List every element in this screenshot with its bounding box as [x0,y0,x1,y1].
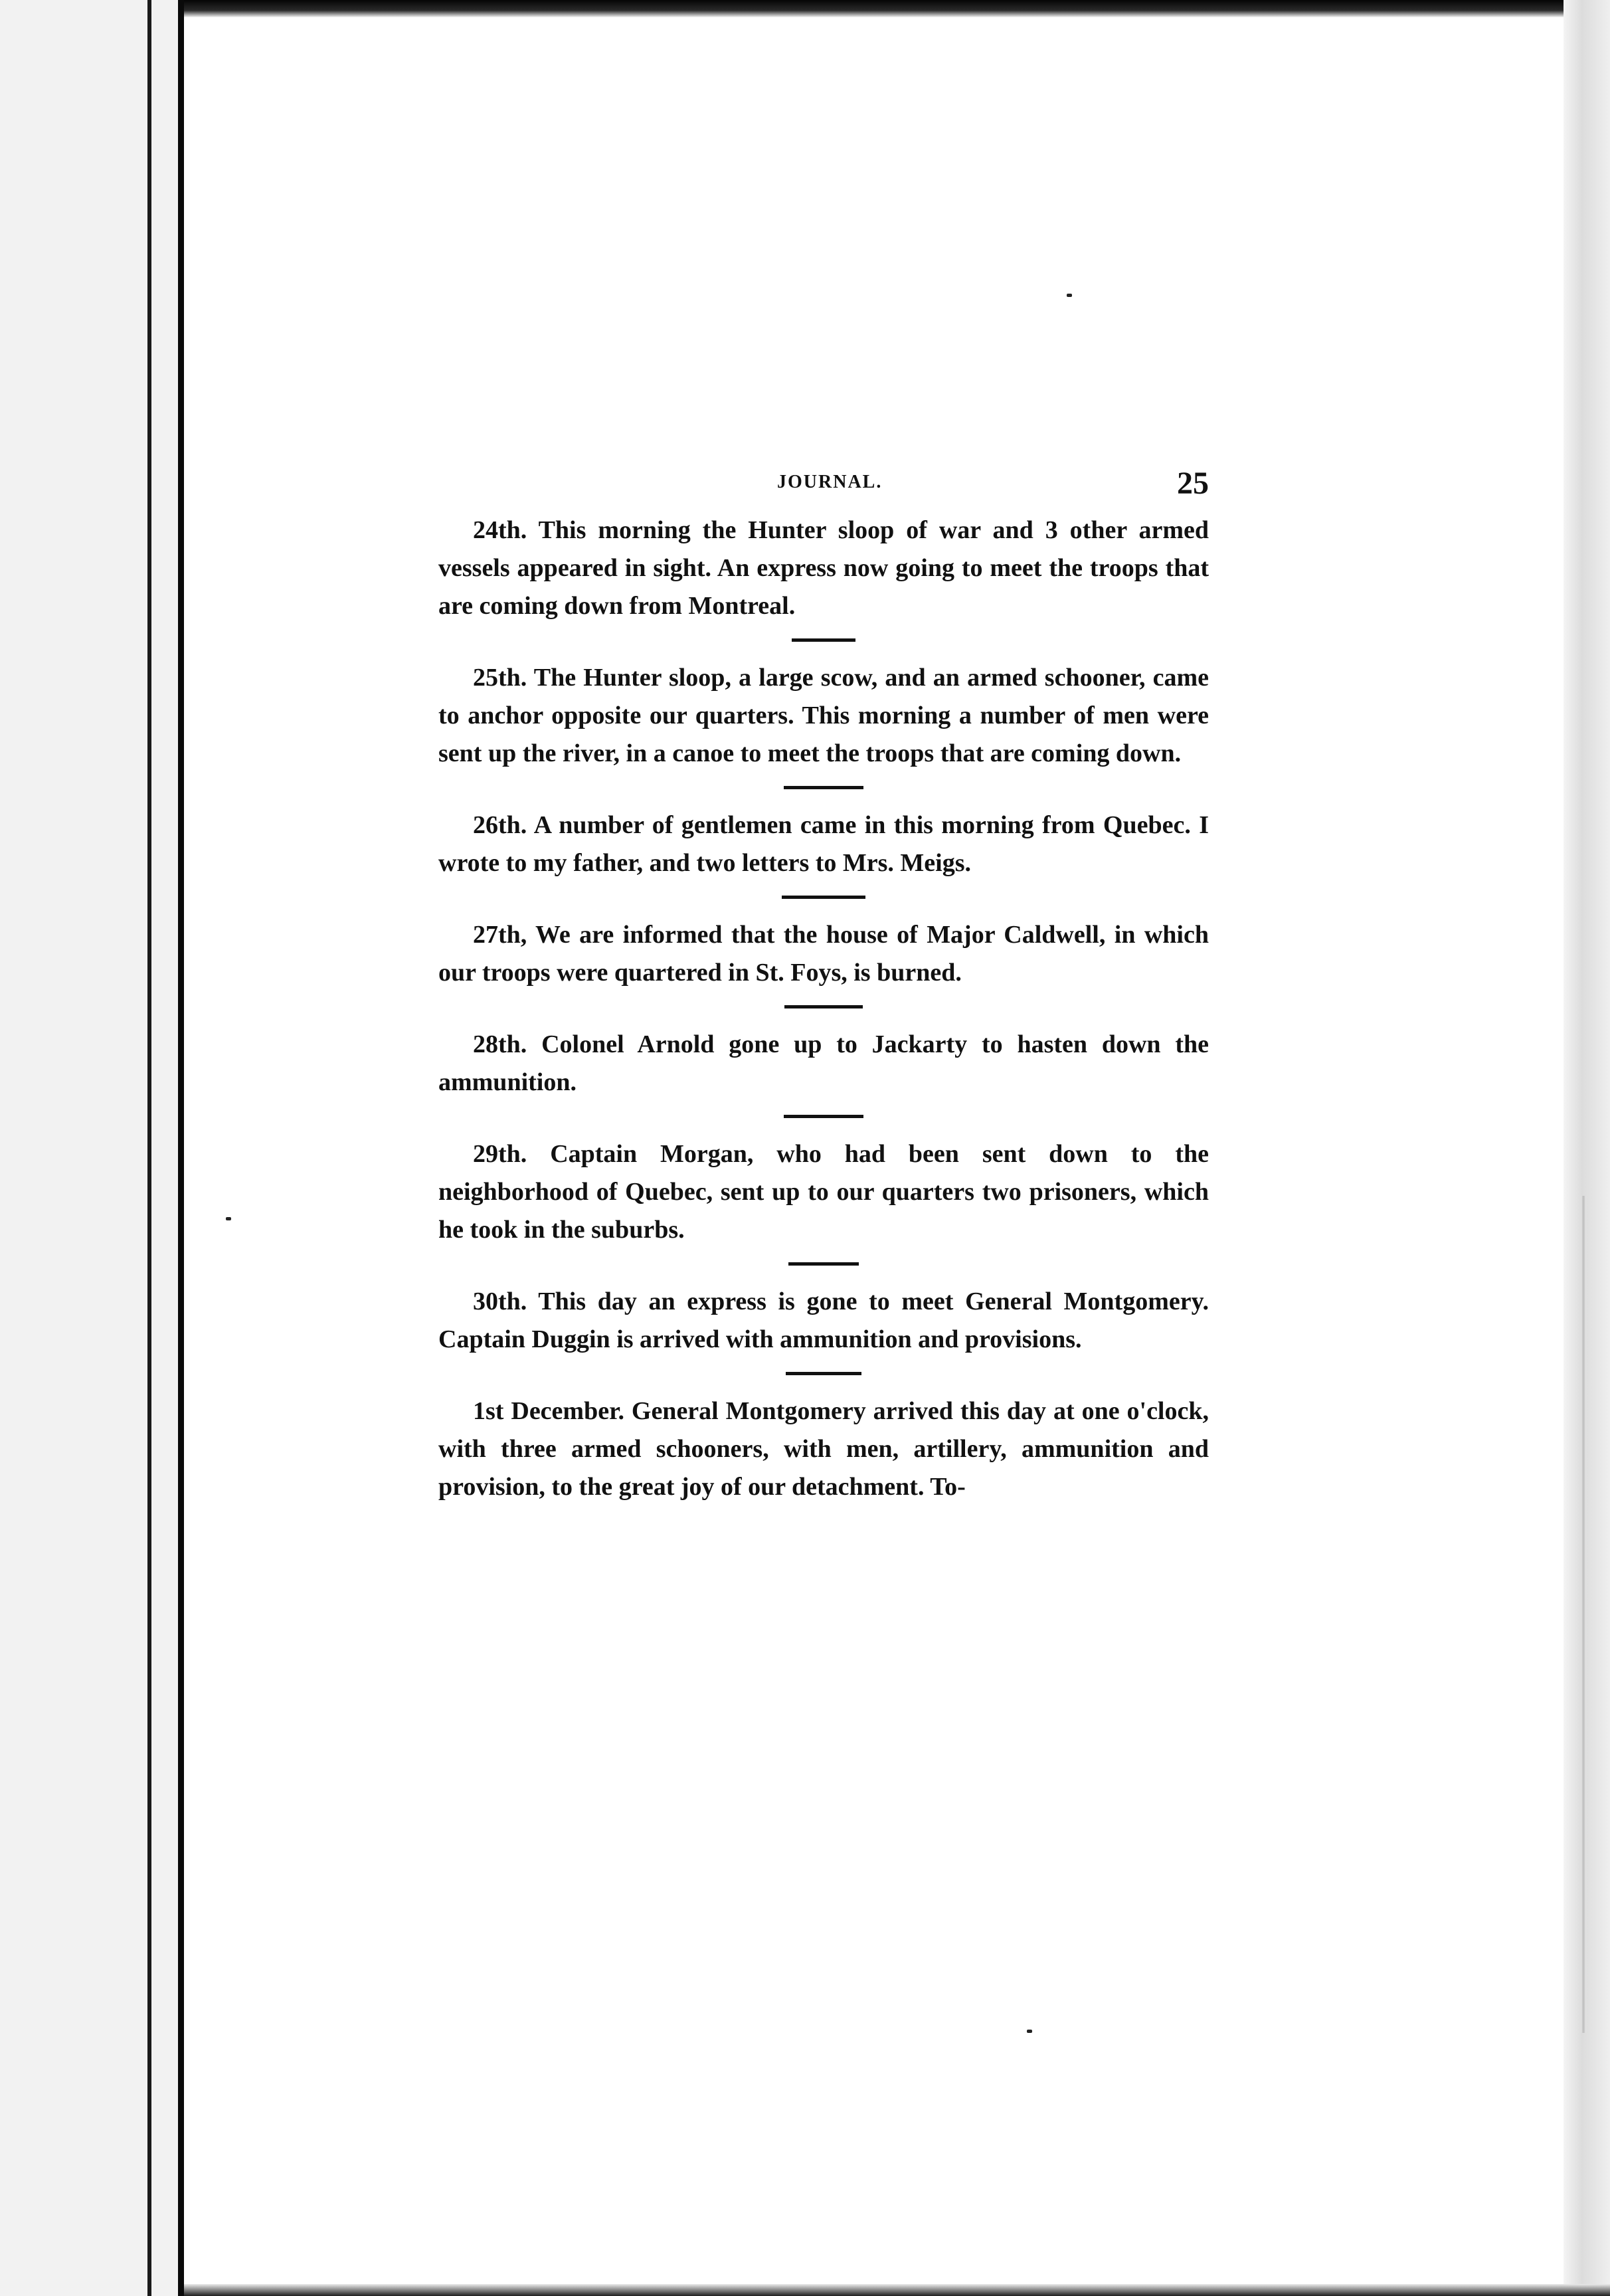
entry-divider [784,1115,863,1118]
journal-entry-25th: 25th. The Hunter sloop, a large scow, and an armed schooner, came to anchor opposite our quarters. This morning a number of men were sent up the river, in a canoe to meet the troops that are coming down. [438,664,1209,767]
journal-entry-29th: 29th. Captain Morgan, who had been sent down to the neighborhood of Quebec, sent up to our quarters two prisoners, which he took in the suburbs. [438,1140,1209,1244]
scan-right-edge [1564,0,1610,2296]
entry-divider [786,1372,861,1375]
journal-entry-27th: 27th, We are informed that the house of Major Caldwell, in which our troops were quartered in St. Foys, is burned. [438,921,1209,987]
scan-speck [226,1217,231,1220]
journal-entry-1st-december: 1st December. General Montgomery arrived this day at one o'clock, with three armed schooners, with men, artillery, ammunition and provision, to the great joy of our detachment. To- [438,1397,1209,1501]
entry-divider [788,1262,859,1266]
entry-divider [784,1005,863,1008]
entry-divider [784,786,863,789]
scan-speck [1067,294,1072,297]
scan-right-edge-shadow [1581,1196,1586,2033]
page-number: 25 [1177,466,1209,501]
facing-page-margin [0,0,184,2296]
running-head: JOURNAL. [777,472,883,492]
entry-divider [792,638,855,642]
page-header [438,465,1209,512]
journal-entry-26th: 26th. A number of gentlemen came in this morning from Quebec. I wrote to my father, and two letters to Mrs. Meigs. [438,811,1209,877]
journal-entry-24th: 24th. This morning the Hunter sloop of war and 3 other armed vessels appeared in sight. An express now going to meet the troops that are coming down from Montreal. [438,516,1209,620]
journal-entry-30th: 30th. This day an express is gone to meet General Montgomery. Captain Duggin is arrived with ammunition and provisions. [438,1288,1209,1353]
scan-bottom-edge [184,2284,1610,2296]
scan-top-edge [184,0,1610,17]
book-page [438,465,1209,1506]
scan-speck [1027,2030,1032,2033]
facing-page-edge [147,0,151,2296]
journal-entry-28th: 28th. Colonel Arnold gone up to Jackarty to hasten down the ammunition. [438,1030,1209,1096]
entry-divider [782,896,865,899]
